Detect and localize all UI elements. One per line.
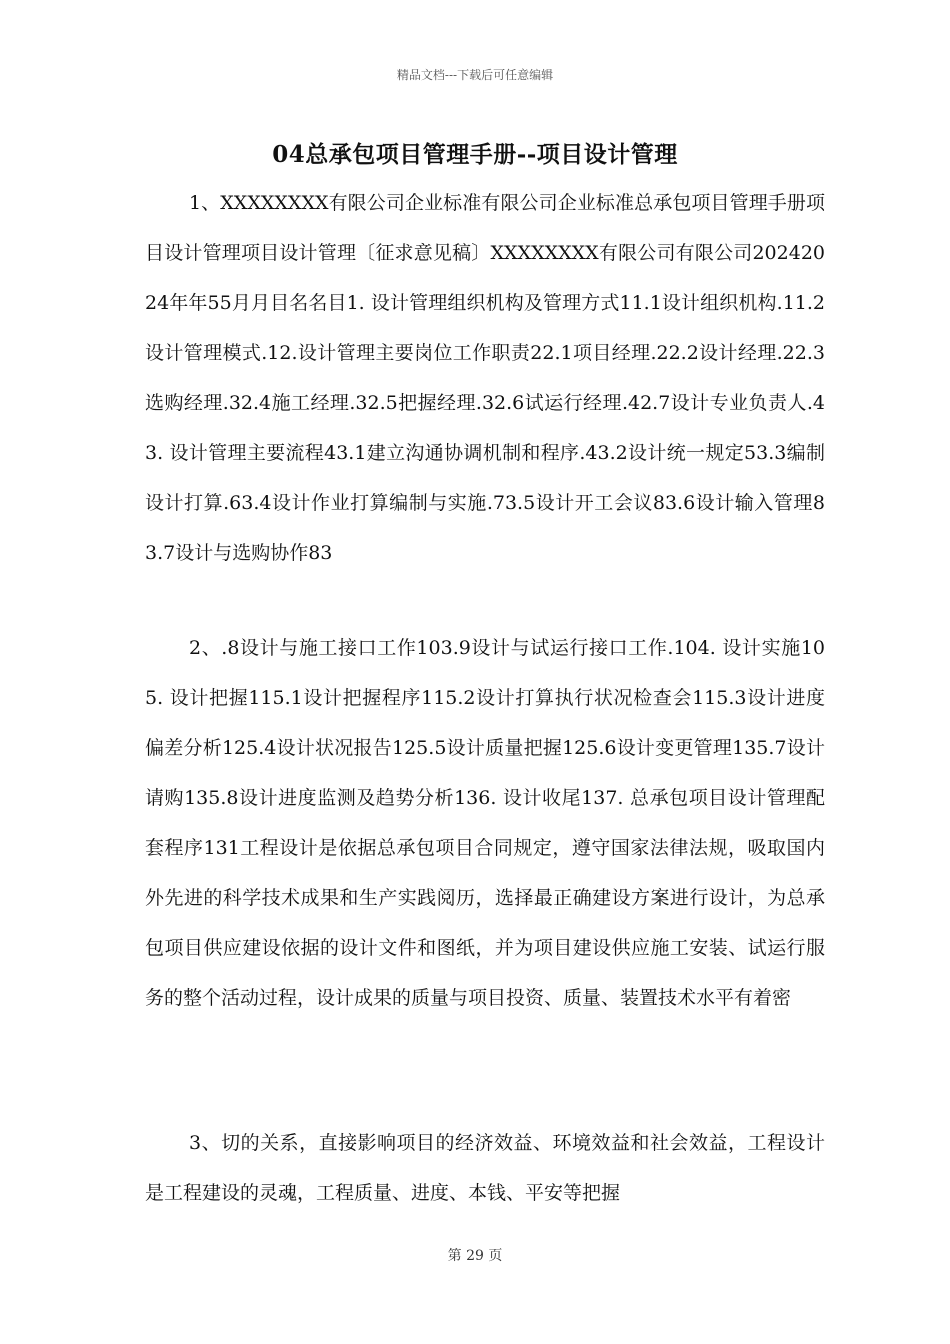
paragraph-1: 1、XXXXXXXX有限公司企业标准有限公司企业标准总承包项目管理手册项目设计管理项目设计管理〔征求意见稿〕XXXXXXXX有限公司有限公司20242024年年55月月目名名目1. 设计管理组织机构及管理方式11.1设计组织机构.11.2设计管理模式.12.设计管理主要岗位工作职责22.1项目经理.22.2设计经理.22.3选购经理.32.4施工经理.32.5把握经理.32.6试运行经理.42.7设计专业负责人.43. 设计管理主要流程43.1建立沟通协调机制和程序.43.2设计统一规定53.3编制设计打算.63.4设计作业打算编制与实施.73.5设计开工会议83.6设计输入管理83.7设计与选购协作83	[145, 192, 825, 564]
paragraph-3: 3、切的关系，直接影响项目的经济效益、环境效益和社会效益，工程设计是工程建设的灵魂，工程质量、进度、本钱、平安等把握	[145, 1132, 825, 1204]
paragraph-2: 2、.8设计与施工接口工作103.9设计与试运行接口工作.104. 设计实施105. 设计把握115.1设计把握程序115.2设计打算执行状况检查会115.3设计进度偏差分析125.4设计状况报告125.5设计质量把握125.6设计变更管理135.7设计请购135.8设计进度监测及趋势分析136. 设计收尾137. 总承包项目设计管理配套程序131工程设计是依据总承包项目合同规定，遵守国家法律法规，吸取国内外先进的科学技术成果和生产实践阅历，选择最正确建设方案进行设计，为总承包项目供应建设依据的设计文件和图纸，并为项目建设供应施工安装、试运行服务的整个活动过程，设计成果的质量与项目投资、质量、装置技术水平有着密	[145, 637, 825, 1009]
paragraph-1-container	[145, 178, 825, 578]
document-title: 04总承包项目管理手册--项目设计管理	[272, 141, 678, 168]
page-number: 第 29 页	[447, 1248, 503, 1264]
paragraph-3-container	[145, 1118, 825, 1218]
header-note: 精品文档---下载后可任意编辑	[396, 68, 554, 82]
paragraph-2-container	[145, 623, 825, 1023]
